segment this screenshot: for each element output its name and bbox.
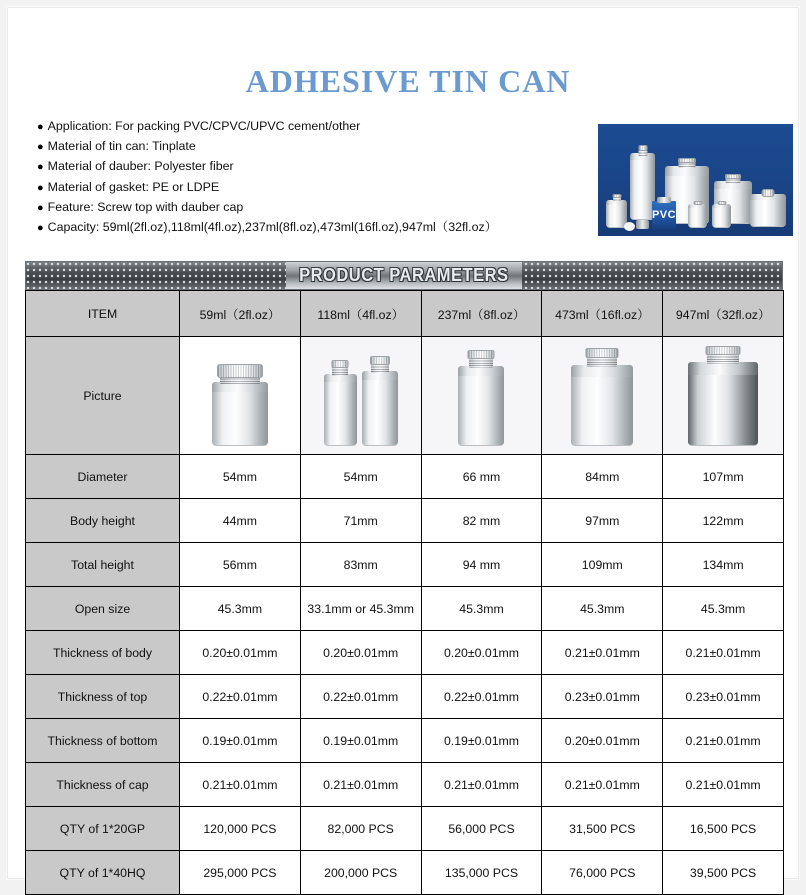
list-item — [37, 120, 597, 133]
can-image-59ml — [212, 364, 268, 446]
list-item — [37, 221, 597, 234]
row-label: QTY of 1*20GP — [26, 807, 180, 851]
product-parameters-banner — [25, 261, 783, 290]
list-item — [37, 160, 597, 173]
cell-value: 0.20±0.01mm — [421, 631, 542, 675]
hero-photo-canvas — [598, 124, 793, 236]
dauber-ball — [624, 222, 635, 231]
column-header-item: ITEM — [26, 291, 180, 337]
table-row-picture — [26, 337, 784, 455]
cell-value: 0.21±0.01mm — [542, 631, 663, 675]
list-item-label: Capacity: 59ml(2fl.oz),118ml(4fl.oz),237ml(8fl.oz),473ml(16fl.oz),947ml（32fl.oz） — [47, 219, 498, 234]
list-item — [37, 140, 597, 153]
cell-value: 54mm — [180, 455, 301, 499]
table-row — [26, 543, 784, 587]
column-header-118ml: 118ml（4fl.oz） — [300, 291, 421, 337]
cell-value: 135,000 PCS — [421, 851, 542, 895]
cell-value: 56mm — [180, 543, 301, 587]
row-label: Diameter — [26, 455, 180, 499]
table-row — [26, 807, 784, 851]
row-label: Thickness of bottom — [26, 719, 180, 763]
cell-value: 44mm — [180, 499, 301, 543]
row-label: Thickness of top — [26, 675, 180, 719]
table-row — [26, 719, 784, 763]
cell-value: 0.23±0.01mm — [663, 675, 784, 719]
can-image-237ml — [458, 350, 504, 446]
picture-cell-59ml — [180, 337, 301, 455]
product-parameters-table — [25, 290, 784, 895]
cell-value: 31,500 PCS — [542, 807, 663, 851]
row-label: Total height — [26, 543, 180, 587]
cell-value: 0.22±0.01mm — [421, 675, 542, 719]
cell-value: 97mm — [542, 499, 663, 543]
cell-value: 107mm — [663, 455, 784, 499]
cell-value: 122mm — [663, 499, 784, 543]
row-label: Thickness of cap — [26, 763, 180, 807]
cell-value: 0.19±0.01mm — [421, 719, 542, 763]
cell-value: 0.20±0.01mm — [300, 631, 421, 675]
product-spec-page — [7, 7, 799, 879]
cell-value: 82 mm — [421, 499, 542, 543]
cell-value: 0.20±0.01mm — [542, 719, 663, 763]
can-image-947ml — [688, 346, 758, 446]
cell-value: 0.20±0.01mm — [180, 631, 301, 675]
cell-value: 0.22±0.01mm — [180, 675, 301, 719]
list-item-label: Material of gasket: PE or LDPE — [47, 179, 220, 194]
cell-value: 33.1mm or 45.3mm — [300, 587, 421, 631]
cell-value: 45.3mm — [421, 587, 542, 631]
cell-value: 94 mm — [421, 543, 542, 587]
bullet-dot-icon: ● — [37, 141, 44, 154]
feature-bullet-list — [37, 120, 597, 241]
cell-value: 45.3mm — [663, 587, 784, 631]
picture-cell-237ml — [421, 337, 542, 455]
cell-value: 76,000 PCS — [542, 851, 663, 895]
cell-value: 0.21±0.01mm — [663, 763, 784, 807]
cell-value: 0.21±0.01mm — [663, 631, 784, 675]
picture-cell-947ml — [663, 337, 784, 455]
table-row — [26, 763, 784, 807]
column-header-59ml: 59ml（2fl.oz） — [180, 291, 301, 337]
banner-plate — [286, 262, 522, 289]
cell-value: 45.3mm — [180, 587, 301, 631]
cell-value: 200,000 PCS — [300, 851, 421, 895]
can-image-118ml-a — [324, 360, 357, 446]
bullet-dot-icon: ● — [37, 201, 44, 214]
list-item-label: Material of dauber: Polyester fiber — [47, 159, 234, 174]
page-title: ADHESIVE TIN CAN — [245, 63, 571, 99]
cell-value: 83mm — [300, 543, 421, 587]
row-label: QTY of 1*40HQ — [26, 851, 180, 895]
banner-title: PRODUCT PARAMETERS — [299, 265, 509, 285]
bullet-dot-icon: ● — [37, 161, 44, 174]
list-item-label: Material of tin can: Tinplate — [47, 139, 196, 154]
picture-cell-118ml — [300, 337, 421, 455]
cell-value: 84mm — [542, 455, 663, 499]
list-item — [37, 201, 597, 214]
cell-value: 16,500 PCS — [663, 807, 784, 851]
table-row — [26, 675, 784, 719]
cell-value: 66 mm — [421, 455, 542, 499]
can-image-473ml — [571, 348, 633, 446]
cell-value: 0.19±0.01mm — [300, 719, 421, 763]
list-item-label: Feature: Screw top with dauber cap — [47, 199, 244, 214]
cell-value: 0.21±0.01mm — [180, 763, 301, 807]
pvc-label: PVC — [652, 201, 676, 229]
picture-cell-473ml — [542, 337, 663, 455]
table-row — [26, 631, 784, 675]
cell-value: 0.22±0.01mm — [300, 675, 421, 719]
column-header-947ml: 947ml（32fl.oz） — [663, 291, 784, 337]
bullet-dot-icon: ● — [37, 181, 44, 194]
loose-lid — [636, 220, 649, 229]
cell-value: 0.23±0.01mm — [542, 675, 663, 719]
list-item — [37, 181, 597, 194]
cell-value: 134mm — [663, 543, 784, 587]
cell-value: 0.21±0.01mm — [421, 763, 542, 807]
table-row — [26, 587, 784, 631]
hero-can-short-wide — [750, 189, 786, 227]
column-header-473ml: 473ml（16fl.oz） — [542, 291, 663, 337]
cell-value: 54mm — [300, 455, 421, 499]
cell-value: 109mm — [542, 543, 663, 587]
cell-value: 0.21±0.01mm — [300, 763, 421, 807]
hero-product-photo — [594, 120, 797, 240]
cell-value: 120,000 PCS — [180, 807, 301, 851]
hero-can-pvc — [652, 193, 676, 229]
table-row — [26, 499, 784, 543]
can-image-118ml-b — [362, 356, 398, 446]
cell-value: 56,000 PCS — [421, 807, 542, 851]
cell-value: 39,500 PCS — [663, 851, 784, 895]
pvc-can-cap — [657, 197, 671, 203]
table-header-row — [26, 291, 784, 337]
row-label: Thickness of body — [26, 631, 180, 675]
cell-value: 0.19±0.01mm — [180, 719, 301, 763]
table-row — [26, 455, 784, 499]
row-label: Open size — [26, 587, 180, 631]
list-item-label: Application: For packing PVC/CPVC/UPVC cement/other — [47, 119, 361, 133]
bullet-dot-icon: ● — [37, 221, 44, 234]
column-header-237ml: 237ml（8fl.oz） — [421, 291, 542, 337]
hero-can-small — [606, 195, 627, 228]
bullet-dot-icon: ● — [37, 121, 44, 133]
table-row — [26, 851, 784, 895]
row-label: Body height — [26, 499, 180, 543]
cell-value: 295,000 PCS — [180, 851, 301, 895]
hero-can-mini-b — [712, 201, 731, 228]
cell-value: 82,000 PCS — [300, 807, 421, 851]
row-label-picture: Picture — [26, 337, 180, 455]
cell-value: 0.21±0.01mm — [663, 719, 784, 763]
cell-value: 45.3mm — [542, 587, 663, 631]
cell-value: 0.21±0.01mm — [542, 763, 663, 807]
cell-value: 71mm — [300, 499, 421, 543]
hero-can-mini-a — [688, 201, 707, 228]
